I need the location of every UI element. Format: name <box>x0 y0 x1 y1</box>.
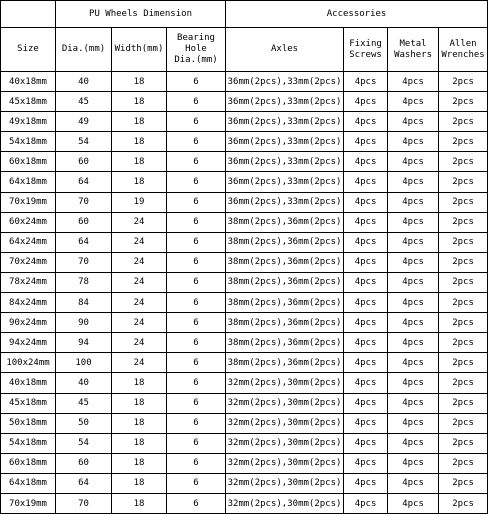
cell-metal-washers: 4pcs <box>388 333 439 353</box>
cell-fixing-screws: 4pcs <box>344 453 388 473</box>
cell-bearing-hole: 6 <box>167 333 226 353</box>
cell-metal-washers: 4pcs <box>388 493 439 513</box>
cell-size: 54x18mm <box>1 433 56 453</box>
cell-allen-wrenches: 2pcs <box>439 192 488 212</box>
cell-allen-wrenches: 2pcs <box>439 413 488 433</box>
header-bearing-line2: Hole <box>185 44 207 54</box>
cell-fixing-screws: 4pcs <box>344 152 388 172</box>
cell-allen-wrenches: 2pcs <box>439 212 488 232</box>
cell-bearing-hole: 6 <box>167 353 226 373</box>
cell-bearing-hole: 6 <box>167 192 226 212</box>
cell-metal-washers: 4pcs <box>388 413 439 433</box>
cell-axles: 36mm(2pcs),33mm(2pcs) <box>226 172 344 192</box>
cell-size: 70x19mm <box>1 192 56 212</box>
table-row <box>1 112 488 132</box>
cell-size: 100x24mm <box>1 353 56 373</box>
table-body <box>1 72 488 514</box>
cell-allen-wrenches: 2pcs <box>439 272 488 292</box>
cell-fixing-screws: 4pcs <box>344 192 388 212</box>
cell-axles: 38mm(2pcs),36mm(2pcs) <box>226 252 344 272</box>
cell-size: 40x18mm <box>1 72 56 92</box>
cell-axles: 32mm(2pcs),30mm(2pcs) <box>226 453 344 473</box>
cell-axles: 38mm(2pcs),36mm(2pcs) <box>226 232 344 252</box>
header-fixing-line1: Fixing <box>349 38 382 49</box>
table-row <box>1 212 488 232</box>
header-allen-wrenches <box>439 28 488 72</box>
cell-width: 18 <box>112 72 167 92</box>
cell-width: 18 <box>112 433 167 453</box>
cell-allen-wrenches: 2pcs <box>439 152 488 172</box>
header-row-groups <box>1 1 488 28</box>
cell-metal-washers: 4pcs <box>388 152 439 172</box>
table-row <box>1 272 488 292</box>
header-diameter: Dia.(mm) <box>56 28 112 72</box>
cell-bearing-hole: 6 <box>167 172 226 192</box>
cell-width: 18 <box>112 132 167 152</box>
cell-size: 45x18mm <box>1 92 56 112</box>
cell-bearing-hole: 6 <box>167 393 226 413</box>
header-fixing-line2: Screws <box>349 49 382 60</box>
cell-size: 70x24mm <box>1 252 56 272</box>
header-size: Size <box>1 28 56 72</box>
cell-metal-washers: 4pcs <box>388 353 439 373</box>
cell-bearing-hole: 6 <box>167 72 226 92</box>
cell-metal-washers: 4pcs <box>388 373 439 393</box>
cell-fixing-screws: 4pcs <box>344 232 388 252</box>
cell-diameter: 94 <box>56 333 112 353</box>
cell-fixing-screws: 4pcs <box>344 212 388 232</box>
cell-allen-wrenches: 2pcs <box>439 313 488 333</box>
cell-allen-wrenches: 2pcs <box>439 92 488 112</box>
cell-fixing-screws: 4pcs <box>344 172 388 192</box>
cell-allen-wrenches: 2pcs <box>439 232 488 252</box>
cell-diameter: 64 <box>56 172 112 192</box>
cell-allen-wrenches: 2pcs <box>439 112 488 132</box>
cell-axles: 38mm(2pcs),36mm(2pcs) <box>226 212 344 232</box>
cell-size: 90x24mm <box>1 313 56 333</box>
cell-bearing-hole: 6 <box>167 413 226 433</box>
cell-bearing-hole: 6 <box>167 152 226 172</box>
cell-metal-washers: 4pcs <box>388 92 439 112</box>
table-row <box>1 252 488 272</box>
cell-width: 24 <box>112 313 167 333</box>
cell-diameter: 60 <box>56 152 112 172</box>
cell-size: 64x18mm <box>1 172 56 192</box>
cell-bearing-hole: 6 <box>167 313 226 333</box>
cell-metal-washers: 4pcs <box>388 473 439 493</box>
cell-fixing-screws: 4pcs <box>344 112 388 132</box>
cell-bearing-hole: 6 <box>167 92 226 112</box>
cell-axles: 32mm(2pcs),30mm(2pcs) <box>226 433 344 453</box>
cell-width: 18 <box>112 92 167 112</box>
cell-metal-washers: 4pcs <box>388 72 439 92</box>
header-bearing-hole-dia <box>167 28 226 72</box>
cell-fixing-screws: 4pcs <box>344 72 388 92</box>
cell-metal-washers: 4pcs <box>388 313 439 333</box>
cell-allen-wrenches: 2pcs <box>439 333 488 353</box>
cell-diameter: 70 <box>56 192 112 212</box>
cell-width: 18 <box>112 152 167 172</box>
cell-width: 18 <box>112 112 167 132</box>
cell-axles: 38mm(2pcs),36mm(2pcs) <box>226 293 344 313</box>
cell-size: 84x24mm <box>1 293 56 313</box>
cell-fixing-screws: 4pcs <box>344 493 388 513</box>
cell-fixing-screws: 4pcs <box>344 293 388 313</box>
table-row <box>1 172 488 192</box>
cell-fixing-screws: 4pcs <box>344 393 388 413</box>
cell-axles: 36mm(2pcs),33mm(2pcs) <box>226 112 344 132</box>
cell-allen-wrenches: 2pcs <box>439 132 488 152</box>
cell-size: 60x18mm <box>1 453 56 473</box>
cell-bearing-hole: 6 <box>167 433 226 453</box>
cell-size: 70x19mm <box>1 493 56 513</box>
cell-width: 24 <box>112 353 167 373</box>
cell-allen-wrenches: 2pcs <box>439 353 488 373</box>
cell-width: 18 <box>112 373 167 393</box>
cell-size: 54x18mm <box>1 132 56 152</box>
cell-metal-washers: 4pcs <box>388 453 439 473</box>
header-bearing-line3: Dia.(mm) <box>174 55 218 65</box>
cell-size: 45x18mm <box>1 393 56 413</box>
cell-diameter: 45 <box>56 393 112 413</box>
cell-size: 50x18mm <box>1 413 56 433</box>
cell-fixing-screws: 4pcs <box>344 272 388 292</box>
cell-width: 24 <box>112 212 167 232</box>
table-row <box>1 72 488 92</box>
cell-diameter: 45 <box>56 92 112 112</box>
cell-bearing-hole: 6 <box>167 252 226 272</box>
cell-size: 49x18mm <box>1 112 56 132</box>
header-bearing-line1: Bearing <box>177 33 215 43</box>
cell-axles: 36mm(2pcs),33mm(2pcs) <box>226 132 344 152</box>
cell-width: 24 <box>112 232 167 252</box>
cell-width: 18 <box>112 172 167 192</box>
table-row <box>1 413 488 433</box>
cell-axles: 32mm(2pcs),30mm(2pcs) <box>226 393 344 413</box>
cell-axles: 32mm(2pcs),30mm(2pcs) <box>226 473 344 493</box>
table-row <box>1 453 488 473</box>
cell-axles: 38mm(2pcs),36mm(2pcs) <box>226 353 344 373</box>
cell-fixing-screws: 4pcs <box>344 353 388 373</box>
cell-diameter: 100 <box>56 353 112 373</box>
cell-diameter: 40 <box>56 373 112 393</box>
cell-fixing-screws: 4pcs <box>344 132 388 152</box>
cell-diameter: 60 <box>56 453 112 473</box>
cell-metal-washers: 4pcs <box>388 192 439 212</box>
cell-axles: 38mm(2pcs),36mm(2pcs) <box>226 272 344 292</box>
cell-allen-wrenches: 2pcs <box>439 373 488 393</box>
cell-size: 94x24mm <box>1 333 56 353</box>
header-allen-line2: Wrenches <box>441 49 485 60</box>
table-row <box>1 92 488 112</box>
cell-size: 64x18mm <box>1 473 56 493</box>
cell-bearing-hole: 6 <box>167 373 226 393</box>
cell-allen-wrenches: 2pcs <box>439 433 488 453</box>
table-row <box>1 132 488 152</box>
cell-metal-washers: 4pcs <box>388 293 439 313</box>
cell-size: 64x24mm <box>1 232 56 252</box>
cell-diameter: 78 <box>56 272 112 292</box>
table-row <box>1 373 488 393</box>
cell-bearing-hole: 6 <box>167 453 226 473</box>
cell-axles: 32mm(2pcs),30mm(2pcs) <box>226 493 344 513</box>
cell-width: 24 <box>112 252 167 272</box>
cell-diameter: 49 <box>56 112 112 132</box>
cell-fixing-screws: 4pcs <box>344 473 388 493</box>
cell-axles: 36mm(2pcs),33mm(2pcs) <box>226 152 344 172</box>
cell-width: 18 <box>112 473 167 493</box>
cell-allen-wrenches: 2pcs <box>439 172 488 192</box>
cell-size: 78x24mm <box>1 272 56 292</box>
cell-diameter: 54 <box>56 132 112 152</box>
cell-metal-washers: 4pcs <box>388 132 439 152</box>
cell-allen-wrenches: 2pcs <box>439 473 488 493</box>
table-row <box>1 232 488 252</box>
cell-diameter: 60 <box>56 212 112 232</box>
cell-fixing-screws: 4pcs <box>344 92 388 112</box>
cell-fixing-screws: 4pcs <box>344 413 388 433</box>
table-row <box>1 473 488 493</box>
cell-fixing-screws: 4pcs <box>344 252 388 272</box>
header-accessories: Accessories <box>226 1 488 28</box>
cell-allen-wrenches: 2pcs <box>439 453 488 473</box>
cell-size: 40x18mm <box>1 373 56 393</box>
cell-diameter: 90 <box>56 313 112 333</box>
cell-diameter: 64 <box>56 232 112 252</box>
cell-metal-washers: 4pcs <box>388 172 439 192</box>
header-axles: Axles <box>226 28 344 72</box>
cell-diameter: 40 <box>56 72 112 92</box>
cell-bearing-hole: 6 <box>167 212 226 232</box>
cell-axles: 36mm(2pcs),33mm(2pcs) <box>226 192 344 212</box>
cell-bearing-hole: 6 <box>167 493 226 513</box>
cell-fixing-screws: 4pcs <box>344 433 388 453</box>
header-row-columns <box>1 28 488 72</box>
cell-axles: 36mm(2pcs),33mm(2pcs) <box>226 92 344 112</box>
header-fixing-screws <box>344 28 388 72</box>
table-row <box>1 313 488 333</box>
cell-allen-wrenches: 2pcs <box>439 252 488 272</box>
cell-bearing-hole: 6 <box>167 473 226 493</box>
cell-width: 19 <box>112 192 167 212</box>
cell-diameter: 84 <box>56 293 112 313</box>
cell-size: 60x18mm <box>1 152 56 172</box>
table-row <box>1 293 488 313</box>
cell-metal-washers: 4pcs <box>388 252 439 272</box>
cell-metal-washers: 4pcs <box>388 272 439 292</box>
cell-diameter: 70 <box>56 252 112 272</box>
header-pu-wheels-dimension: PU Wheels Dimension <box>56 1 226 28</box>
table-row <box>1 152 488 172</box>
header-metal-washers <box>388 28 439 72</box>
header-width: Width(mm) <box>112 28 167 72</box>
cell-width: 18 <box>112 393 167 413</box>
cell-allen-wrenches: 2pcs <box>439 293 488 313</box>
cell-diameter: 64 <box>56 473 112 493</box>
cell-width: 24 <box>112 293 167 313</box>
cell-allen-wrenches: 2pcs <box>439 393 488 413</box>
table-row <box>1 192 488 212</box>
cell-axles: 32mm(2pcs),30mm(2pcs) <box>226 373 344 393</box>
header-corner-cell <box>1 1 56 28</box>
cell-diameter: 50 <box>56 413 112 433</box>
cell-metal-washers: 4pcs <box>388 212 439 232</box>
table-row <box>1 333 488 353</box>
cell-allen-wrenches: 2pcs <box>439 493 488 513</box>
cell-fixing-screws: 4pcs <box>344 313 388 333</box>
cell-axles: 38mm(2pcs),36mm(2pcs) <box>226 313 344 333</box>
cell-width: 24 <box>112 272 167 292</box>
cell-width: 24 <box>112 333 167 353</box>
cell-width: 18 <box>112 493 167 513</box>
cell-bearing-hole: 6 <box>167 272 226 292</box>
table-row <box>1 433 488 453</box>
cell-width: 18 <box>112 453 167 473</box>
cell-metal-washers: 4pcs <box>388 232 439 252</box>
header-metal-line2: Washers <box>394 49 432 60</box>
table-row <box>1 353 488 373</box>
cell-diameter: 54 <box>56 433 112 453</box>
cell-axles: 38mm(2pcs),36mm(2pcs) <box>226 333 344 353</box>
header-allen-line1: Allen <box>449 38 477 49</box>
cell-bearing-hole: 6 <box>167 132 226 152</box>
header-metal-line1: Metal <box>399 38 427 49</box>
cell-metal-washers: 4pcs <box>388 433 439 453</box>
cell-bearing-hole: 6 <box>167 112 226 132</box>
cell-allen-wrenches: 2pcs <box>439 72 488 92</box>
cell-axles: 32mm(2pcs),30mm(2pcs) <box>226 413 344 433</box>
cell-width: 18 <box>112 413 167 433</box>
cell-axles: 36mm(2pcs),33mm(2pcs) <box>226 72 344 92</box>
cell-diameter: 70 <box>56 493 112 513</box>
cell-metal-washers: 4pcs <box>388 112 439 132</box>
table-row <box>1 493 488 513</box>
cell-fixing-screws: 4pcs <box>344 333 388 353</box>
cell-fixing-screws: 4pcs <box>344 373 388 393</box>
cell-bearing-hole: 6 <box>167 293 226 313</box>
cell-metal-washers: 4pcs <box>388 393 439 413</box>
cell-bearing-hole: 6 <box>167 232 226 252</box>
table-row <box>1 393 488 413</box>
cell-size: 60x24mm <box>1 212 56 232</box>
